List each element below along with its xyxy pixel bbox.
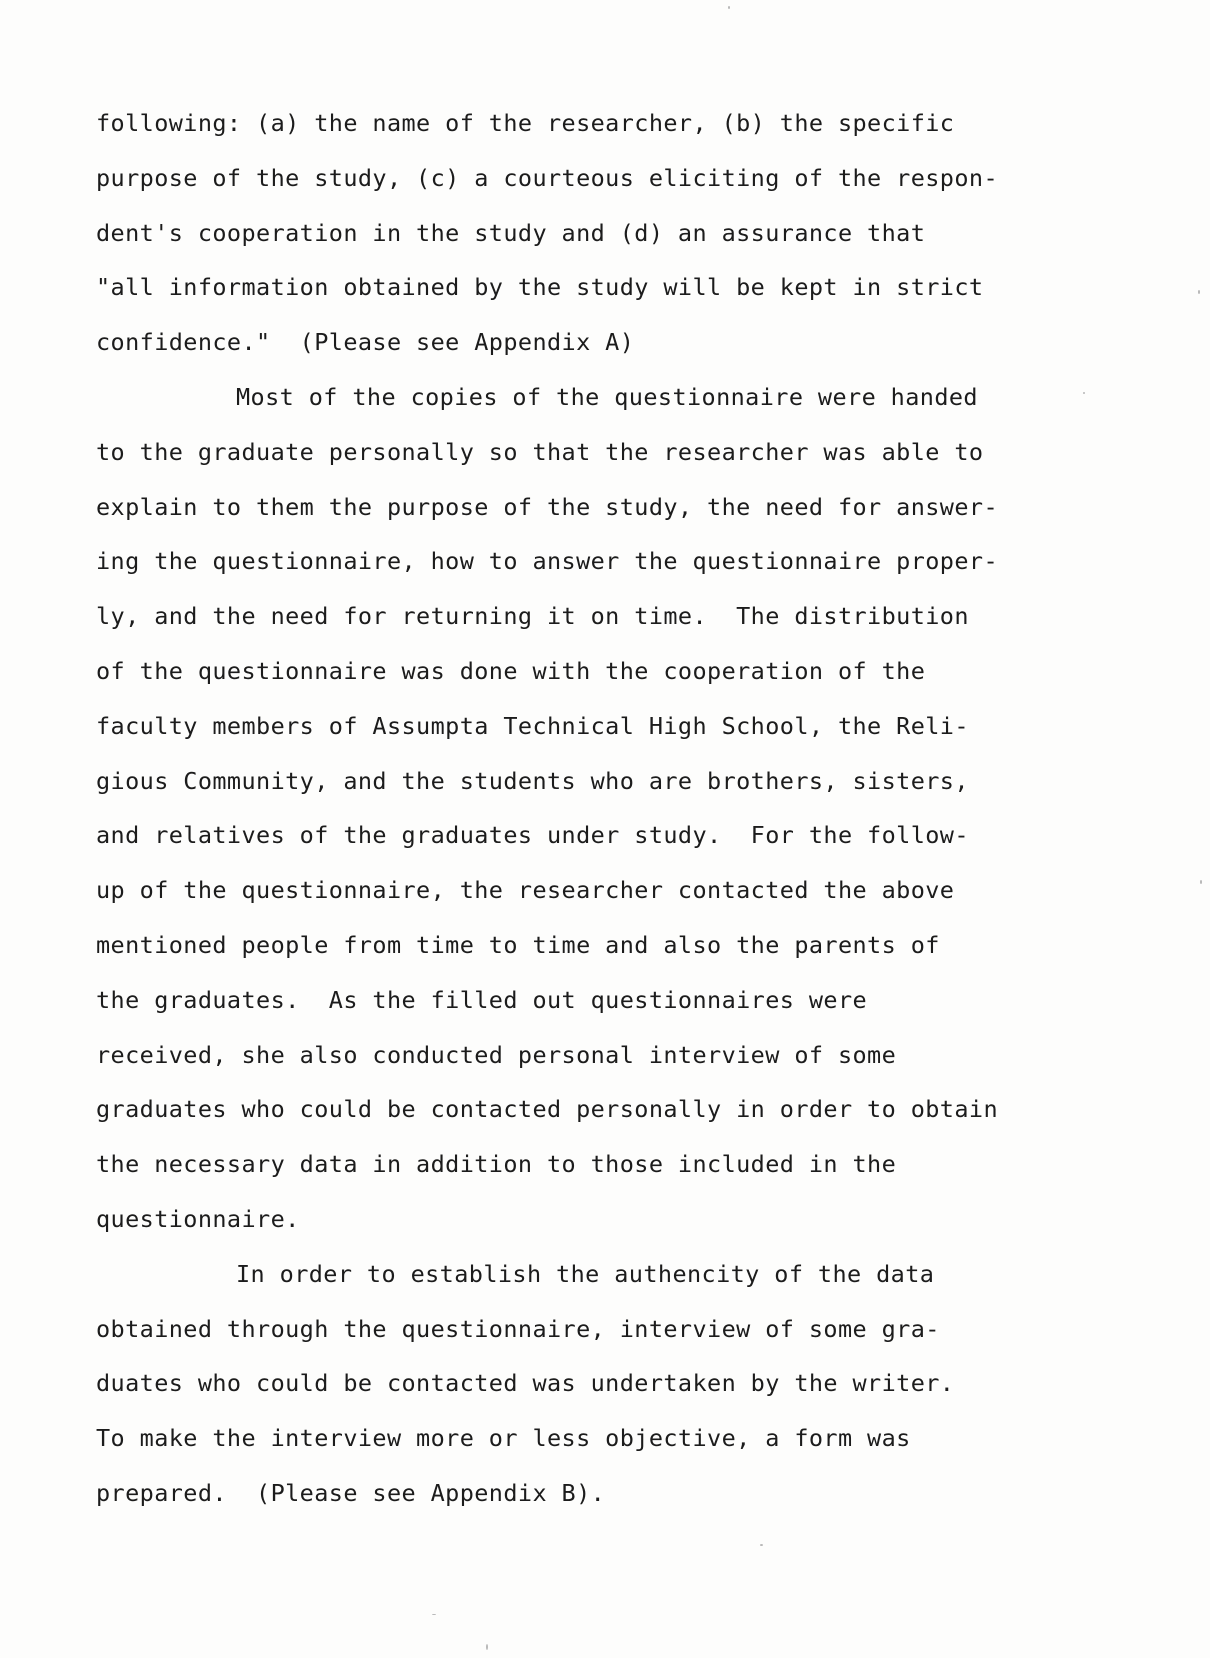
scan-speck [486, 1644, 488, 1650]
text-line: the graduates. As the filled out questionnaires were [96, 985, 868, 1014]
text-line: ly, and the need for returning it on time. The distribution [96, 602, 969, 631]
text-line: ing the questionnaire, how to answer the questionnaire proper- [96, 547, 998, 576]
paragraph-1 [96, 96, 1116, 370]
text-line: the necessary data in addition to those included in the [96, 1150, 897, 1179]
text-line: mentioned people from time to time and also the parents of [96, 930, 940, 959]
scan-speck [432, 1614, 436, 1615]
text-line: "all information obtained by the study will be kept in strict [96, 273, 984, 302]
scan-speck [760, 1544, 763, 1546]
paragraph-2 [96, 370, 1116, 1247]
text-line: of the questionnaire was done with the cooperation of the [96, 656, 926, 685]
text-line: purpose of the study, (c) a courteous eliciting of the respon- [96, 163, 998, 192]
text-line: explain to them the purpose of the study, the need for answer- [96, 492, 998, 521]
text-line: gious Community, and the students who are brothers, sisters, [96, 766, 969, 795]
text-line: dent's cooperation in the study and (d) an assurance that [96, 218, 926, 247]
scan-speck [728, 6, 730, 9]
text-line: following: (a) the name of the researcher, (b) the specific [96, 109, 955, 137]
text-line: In order to establish the authencity of the data [236, 1259, 935, 1288]
scan-speck [1083, 392, 1085, 394]
text-line: confidence." (Please see Appendix A) [96, 328, 635, 357]
scan-speck [1200, 880, 1202, 884]
text-line: faculty members of Assumpta Technical High School, the Reli- [96, 711, 969, 740]
text-line: graduates who could be contacted personally in order to obtain [96, 1095, 998, 1124]
paragraph-3 [96, 1247, 1116, 1521]
text-line: Most of the copies of the questionnaire were handed [236, 382, 978, 411]
text-line: obtained through the questionnaire, interview of some gra- [96, 1314, 940, 1343]
text-line: up of the questionnaire, the researcher contacted the above [96, 876, 955, 905]
text-line: received, she also conducted personal interview of some [96, 1040, 897, 1069]
text-line: questionnaire. [96, 1204, 300, 1233]
typewritten-text [96, 96, 1116, 1521]
scan-speck [1198, 290, 1200, 294]
text-line: prepared. (Please see Appendix B). [96, 1478, 606, 1507]
text-line: duates who could be contacted was undertaken by the writer. [96, 1369, 955, 1398]
text-line: To make the interview more or less objective, a form was [96, 1424, 911, 1453]
text-line: to the graduate personally so that the researcher was able to [96, 437, 984, 466]
text-line: and relatives of the graduates under study. For the follow- [96, 821, 969, 850]
